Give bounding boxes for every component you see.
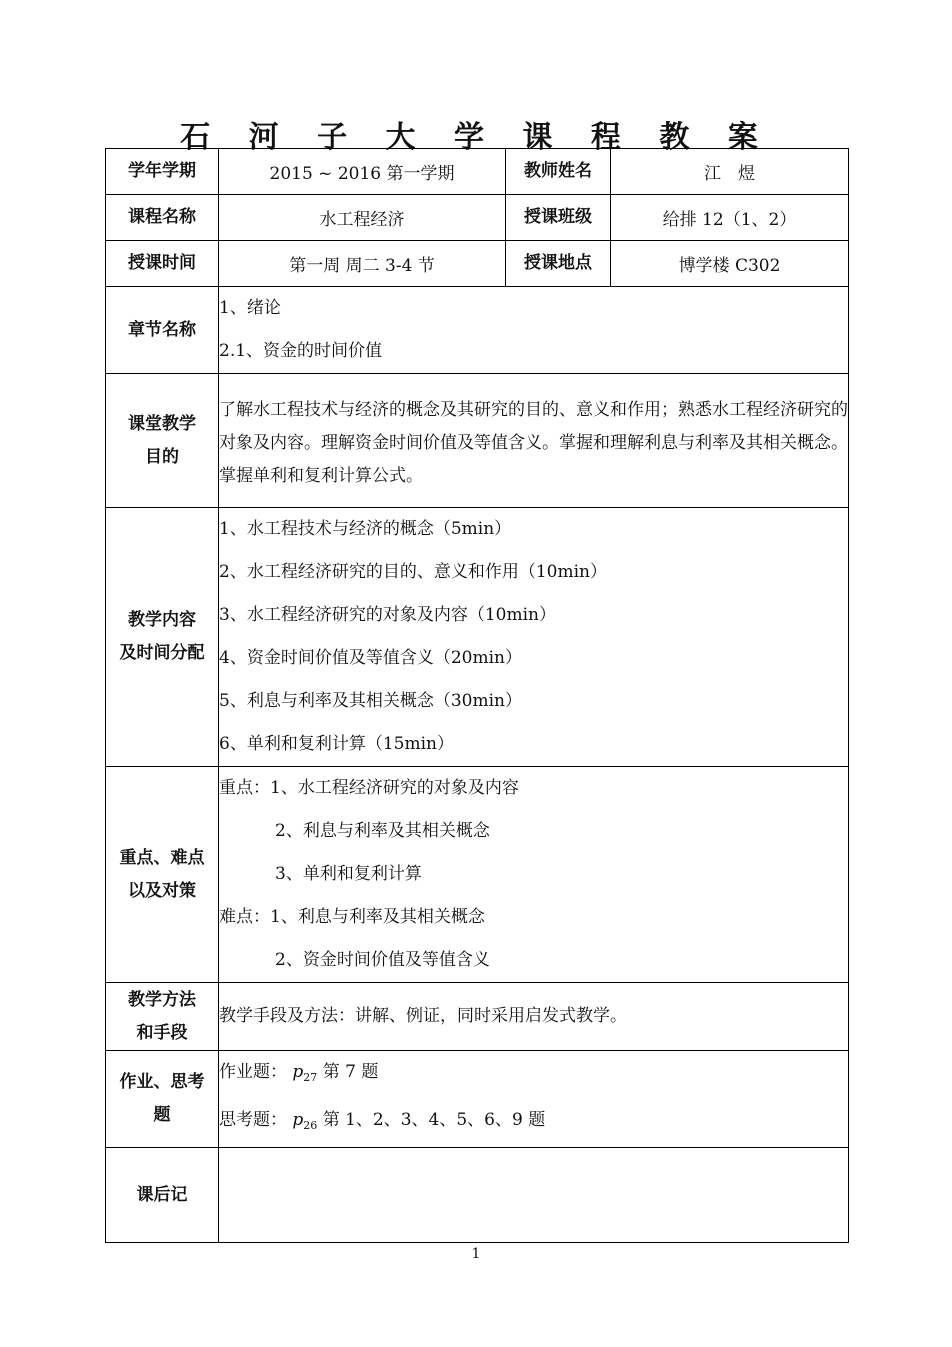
- focus-cell: [219, 767, 849, 983]
- table-row: [106, 1051, 849, 1148]
- homework-line: [219, 1051, 848, 1099]
- page-symbol: p: [292, 1110, 304, 1130]
- content-label-line: 及时间分配: [119, 643, 205, 663]
- lesson-plan-table: [105, 148, 849, 1243]
- content-label-line: 教学内容: [128, 610, 196, 630]
- homework-prefix: 作业题：: [219, 1062, 287, 1082]
- table-row: [106, 767, 849, 983]
- teacher-value: 江 煜: [611, 149, 849, 195]
- focus-line: 难点：1、利息与利率及其相关概念: [219, 907, 485, 927]
- document-title: 石 河 子 大 学 课 程 教 案: [180, 120, 772, 155]
- content-item: 6、单利和复利计算（15min）: [219, 734, 454, 754]
- focus-line: 3、单利和复利计算: [275, 864, 422, 884]
- think-line: [219, 1099, 848, 1147]
- table-row: [106, 287, 849, 374]
- method-label: [106, 983, 219, 1051]
- term-value: 2015 ~ 2016 第一学期: [219, 149, 506, 195]
- notes-label: 课后记: [106, 1148, 219, 1243]
- homework-label: [106, 1051, 219, 1148]
- focus-label: [106, 767, 219, 983]
- class-label: 授课班级: [506, 195, 611, 241]
- focus-label-line: 重点、难点: [119, 847, 205, 868]
- teacher-label: 教师姓名: [506, 149, 611, 195]
- table-row: [106, 983, 849, 1051]
- objectives-text: 了解水工程技术与经济的概念及其研究的目的、意义和作用；熟悉水工程经济研究的对象及内容。理解资金时间价值及等值含义。掌握和理解利息与利率及其相关概念。掌握单利和复利计算公式。: [219, 400, 848, 486]
- content-item: 2、水工程经济研究的目的、意义和作用（10min）: [219, 562, 607, 582]
- class-value: 给排 12（1、2）: [611, 195, 849, 241]
- focus-line: 2、资金时间价值及等值含义: [275, 950, 490, 970]
- chapter-line: 2.1、资金的时间价值: [219, 341, 383, 361]
- table-row: [106, 195, 849, 241]
- chapter-label: 章节名称: [106, 287, 219, 374]
- method-text: 教学手段及方法：讲解、例证，同时采用启发式教学。: [219, 1006, 627, 1026]
- homework-label-line: 作业、思考: [119, 1072, 205, 1092]
- term-label: 学年学期: [106, 149, 219, 195]
- method-label-line: 和手段: [136, 1022, 188, 1043]
- page-subscript: 26: [303, 1119, 318, 1132]
- chapter-cell: [219, 287, 849, 374]
- content-item: 5、利息与利率及其相关概念（30min）: [219, 691, 522, 711]
- page-subscript: 27: [303, 1071, 318, 1084]
- focus-line: 重点：1、水工程经济研究的对象及内容: [219, 778, 519, 798]
- time-label: 授课时间: [106, 241, 219, 287]
- content-item: 1、水工程技术与经济的概念（5min）: [219, 519, 512, 539]
- page-number: 1: [471, 1246, 481, 1262]
- method-label-line: 教学方法: [128, 989, 196, 1010]
- homework-suffix: 第 7 题: [322, 1062, 379, 1082]
- content-item: 3、水工程经济研究的对象及内容（10min）: [219, 605, 556, 625]
- content-item: 4、资金时间价值及等值含义（20min）: [219, 648, 522, 668]
- course-label: 课程名称: [106, 195, 219, 241]
- table-row: [106, 149, 849, 195]
- objectives-label: [106, 374, 219, 508]
- objectives-label-line: 目的: [145, 446, 179, 467]
- objectives-cell: [219, 374, 849, 508]
- homework-cell: [219, 1051, 849, 1148]
- table-row: [106, 508, 849, 767]
- method-cell: [219, 983, 849, 1051]
- page-symbol: p: [292, 1062, 304, 1082]
- place-label: 授课地点: [506, 241, 611, 287]
- course-value: 水工程经济: [219, 195, 506, 241]
- focus-label-line: 以及对策: [128, 880, 196, 901]
- notes-cell: [219, 1148, 849, 1243]
- content-cell: [219, 508, 849, 767]
- place-value: 博学楼 C302: [611, 241, 849, 287]
- chapter-line: 1、绪论: [219, 298, 281, 318]
- table-row: [106, 1148, 849, 1243]
- think-prefix: 思考题：: [219, 1110, 287, 1130]
- homework-label-line: 题: [153, 1105, 171, 1125]
- table-row: [106, 241, 849, 287]
- focus-line: 2、利息与利率及其相关概念: [275, 821, 490, 841]
- table-row: [106, 374, 849, 508]
- time-value: 第一周 周二 3-4 节: [219, 241, 506, 287]
- objectives-label-line: 课堂教学: [128, 413, 196, 434]
- think-suffix: 第 1、2、3、4、5、6、9 题: [322, 1110, 546, 1130]
- content-label: [106, 508, 219, 767]
